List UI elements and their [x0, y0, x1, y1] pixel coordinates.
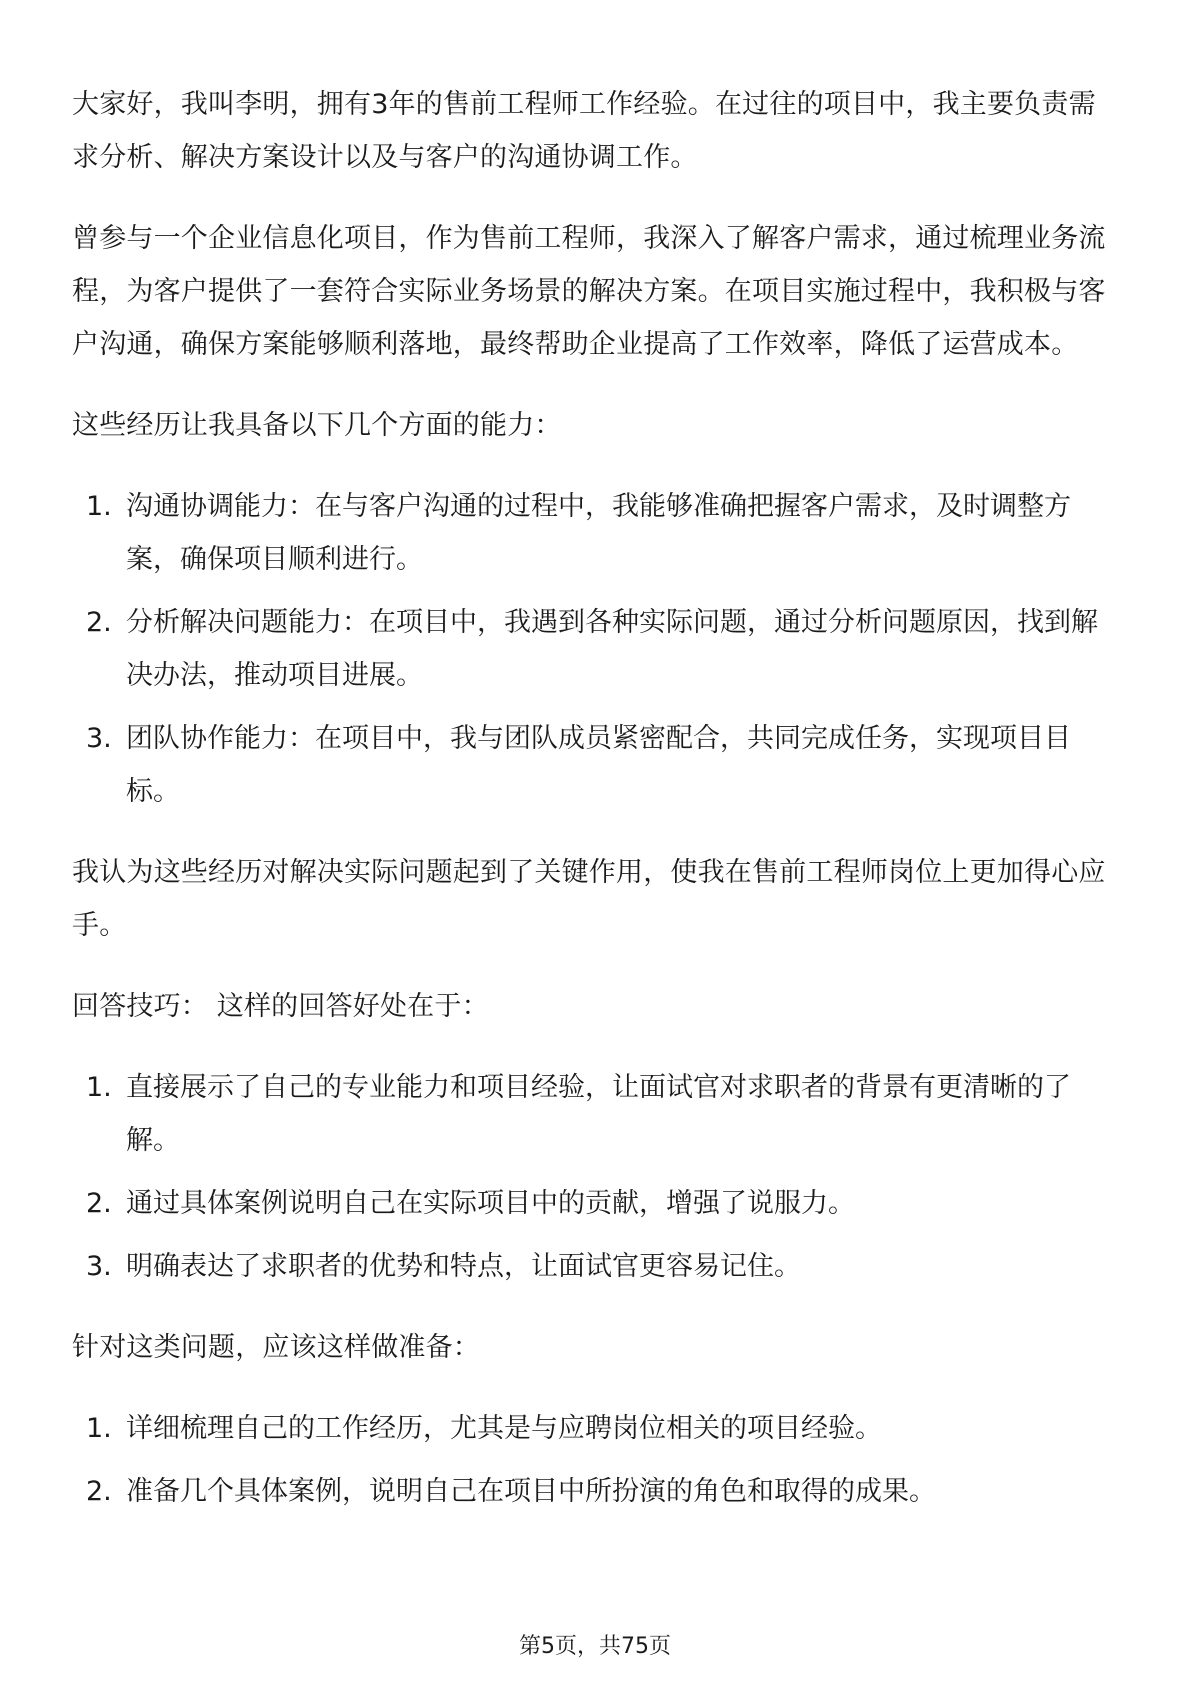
list-text: 准备几个具体案例，说明自己在项目中所扮演的角色和取得的成果。: [126, 1476, 936, 1507]
abilities-intro: 这些经历让我具备以下几个方面的能力：: [72, 410, 562, 441]
list-text: 通过具体案例说明自己在实际项目中的贡献，增强了说服力。: [126, 1188, 855, 1219]
list-number: 2.: [86, 607, 112, 638]
document-body: [72, 78, 1117, 1546]
list-item: [72, 1465, 1117, 1518]
list-number: 1.: [86, 491, 112, 522]
list-number: 2.: [86, 1476, 112, 1507]
preparation-list: [72, 1402, 1117, 1518]
list-item: [72, 1061, 1117, 1167]
list-item: [72, 480, 1117, 586]
list-text: 详细梳理自己的工作经历，尤其是与应聘岗位相关的项目经验。: [126, 1413, 882, 1444]
preparation-heading: 针对这类问题，应该这样做准备：: [72, 1332, 480, 1363]
intro-paragraph: 大家好，我叫李明，拥有3年的售前工程师工作经验。在过往的项目中，我主要负责需求分析、解决方案设计以及与客户的沟通协调工作。: [72, 89, 1096, 173]
list-text: 分析解决问题能力：在项目中，我遇到各种实际问题，通过分析问题原因，找到解决办法，推动项目进展。: [126, 607, 1098, 691]
list-text: 团队协作能力：在项目中，我与团队成员紧密配合，共同完成任务，实现项目目标。: [126, 723, 1071, 807]
list-text: 直接展示了自己的专业能力和项目经验，让面试官对求职者的背景有更清晰的了解。: [126, 1072, 1071, 1156]
list-item: [72, 596, 1117, 702]
list-number: 3.: [86, 723, 112, 754]
list-item: [72, 1177, 1117, 1230]
answer-tips-heading: 回答技巧： 这样的回答好处在于：: [72, 991, 489, 1022]
project-paragraph: 曾参与一个企业信息化项目，作为售前工程师，我深入了解客户需求，通过梳理业务流程，为客户提供了一套符合实际业务场景的解决方案。在项目实施过程中，我积极与客户沟通，确保方案能够顺利落地，最终帮助企业提高了工作效率，降低了运营成本。: [72, 223, 1106, 360]
benefits-list: [72, 1061, 1117, 1293]
list-item: [72, 712, 1117, 818]
list-text: 沟通协调能力：在与客户沟通的过程中，我能够准确把握客户需求，及时调整方案，确保项目顺利进行。: [126, 491, 1071, 575]
page-number: 第5页，共75页: [519, 1634, 671, 1659]
list-number: 2.: [86, 1188, 112, 1219]
list-text: 明确表达了求职者的优势和特点，让面试官更容易记住。: [126, 1251, 801, 1282]
list-item: [72, 1240, 1117, 1293]
list-item: [72, 1402, 1117, 1455]
list-number: 1.: [86, 1072, 112, 1103]
abilities-list: [72, 480, 1117, 818]
list-number: 1.: [86, 1413, 112, 1444]
list-number: 3.: [86, 1251, 112, 1282]
conclusion-paragraph: 我认为这些经历对解决实际问题起到了关键作用，使我在售前工程师岗位上更加得心应手。: [72, 857, 1106, 941]
